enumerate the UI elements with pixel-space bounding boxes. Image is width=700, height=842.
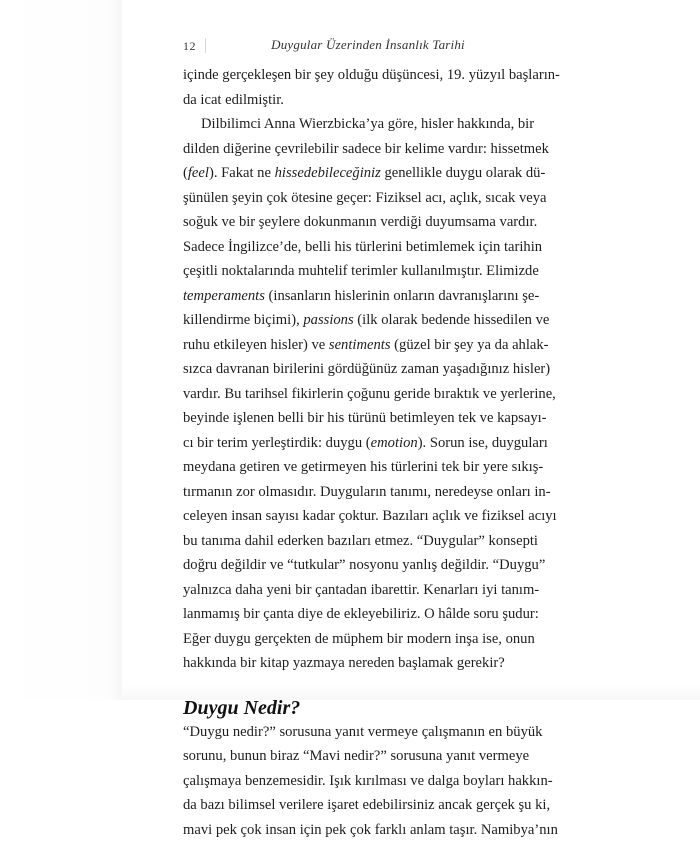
text-line: doğru değildir ve “tutkular” nosyonu yanlış değildir. “Duygu” [183, 553, 511, 578]
text-line: temperaments (insanların hislerinin onların davranışlarını şe- [183, 284, 511, 309]
text-line: yalnızca daha yeni bir çantadan ibarettir. Kenarları iyi tanım- [183, 578, 511, 603]
text-line: Eğer duygu gerçekten de müphem bir modern inşa ise, onun [183, 627, 511, 652]
section-heading: Duygu Nedir? [183, 696, 511, 720]
page-body [183, 63, 511, 842]
text-line: celeyen insan sayısı kadar çoktur. Bazıları açlık ve fiziksel acıyı [183, 504, 511, 529]
page-edge-shadow [0, 0, 122, 700]
italic-term: emotion [371, 435, 418, 451]
text-line: lanmamış bir çanta diye de ekleyebiliriz. O hâlde soru şudur: [183, 602, 511, 627]
text-line: cı bir terim yerleştirdik: duygu (emotion). Sorun ise, duyguları [183, 431, 511, 456]
running-head [183, 36, 513, 56]
italic-term: temperaments [183, 288, 265, 304]
paragraph-continued [183, 63, 511, 112]
text-line: bu tanıma dahil ederken bazıları etmez. “Duygular” konsepti [183, 529, 511, 554]
italic-term: sentiments [329, 337, 391, 353]
text-line: tırmanın zor olmasıdır. Duyguların tanımı, neredeyse onları in- [183, 480, 511, 505]
paragraph-wierzbicka [183, 112, 511, 676]
header-divider [205, 38, 206, 53]
text-line: soğuk ve bir şeylere dokunmanın verdiği duyumsama vardır. [183, 210, 511, 235]
text-line: meydana getiren ve getirmeyen his türlerini tek bir yere sıkış- [183, 455, 511, 480]
text-line: hakkında bir kitap yazmaya nereden başlamak gerekir? [183, 651, 511, 676]
paragraph-what-is-emotion [183, 720, 511, 842]
italic-term: passions [303, 312, 353, 328]
italic-term: hissedebileceğiniz [275, 165, 381, 181]
text-line: da icat edilmiştir. [183, 88, 511, 113]
text-line: Dilbilimci Anna Wierzbicka’ya göre, hisler hakkında, bir [183, 112, 511, 137]
page-number: 12 [183, 39, 196, 54]
text-line: sızca davranan birilerini gördüğünüz zaman yaşadığınız hisler) [183, 357, 511, 382]
text-line: “Duygu nedir?” sorusuna yanıt vermeye çalışmanın en büyük [183, 720, 511, 745]
text-line: şünülen şeyin çok ötesine geçer: Fiziksel acı, açlık, sıcak veya [183, 186, 511, 211]
text-line: beyinde işlenen belli bir his türünü betimleyen tek ve kapsayı- [183, 406, 511, 431]
text-line: killendirme biçimi), passions (ilk olarak bedende hissedilen ve [183, 308, 511, 333]
running-title: Duygular Üzerinden İnsanlık Tarihi [223, 37, 513, 53]
text-line: dilden diğerine çevrilebilir sadece bir kelime vardır: hissetmek [183, 137, 511, 162]
text-line: içinde gerçekleşen bir şey olduğu düşüncesi, 19. yüzyıl başların- [183, 63, 511, 88]
text-line: çeşitli noktalarında muhtelif terimler kullanılmıştır. Elimizde [183, 259, 511, 284]
text-line: sorunu, bunun biraz “Mavi nedir?” sorusuna yanıt vermeye [183, 744, 511, 769]
text-line: (feel). Fakat ne hissedebileceğiniz genellikle duygu olarak dü- [183, 161, 511, 186]
text-line: vardır. Bu tarihsel fikirlerin çoğunu geride bıraktık ve yerlerine, [183, 382, 511, 407]
text-line: çalışmaya benzemesidir. Işık kırılması ve dalga boyları hakkın- [183, 769, 511, 794]
text-line: ruhu etkileyen hisler) ve sentiments (güzel bir şey ya da ahlak- [183, 333, 511, 358]
italic-term: feel [188, 165, 209, 181]
text-line: da bazı bilimsel verilere işaret edebilirsiniz ancak gerçek şu ki, [183, 793, 511, 818]
text-line: mavi pek çok insan için pek çok farklı anlam taşır. Namibya’nın [183, 818, 511, 842]
text-line: Sadece İngilizce’de, belli his türlerini betimlemek için tarihin [183, 235, 511, 260]
